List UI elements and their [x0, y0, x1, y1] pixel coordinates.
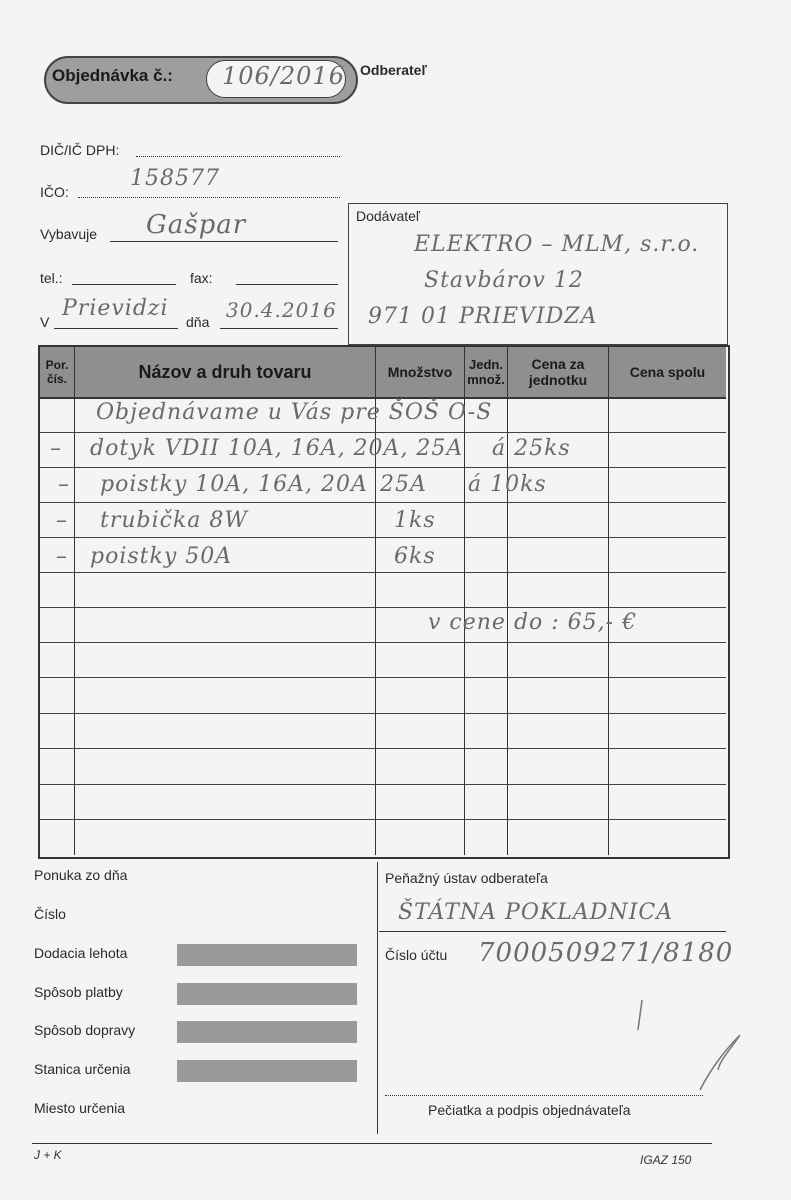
header-name: Názov a druh tovaru: [138, 361, 312, 382]
date-field[interactable]: [220, 328, 338, 329]
payment-method-field[interactable]: [177, 983, 357, 1005]
header-total: Cena spolu: [629, 364, 706, 380]
transport-method-label: Spôsob dopravy: [34, 1022, 136, 1038]
row-divider: [40, 572, 726, 573]
table-row-unit: á 25ks: [492, 436, 571, 461]
row-divider: [40, 784, 726, 785]
header-unit: Jedn. množ.: [467, 357, 505, 387]
row-divider: [40, 607, 726, 608]
place-value: Prievidzi: [62, 296, 169, 321]
ico-value: 158577: [130, 166, 220, 191]
ico-label: IČO:: [40, 184, 69, 200]
bank-label: Peňažný ústav odberateľa: [385, 870, 548, 886]
date-label: dňa: [186, 314, 210, 330]
handled-by-field[interactable]: [110, 241, 338, 242]
signature-scribble: [630, 990, 750, 1100]
header-quantity: Množstvo: [387, 364, 453, 380]
account-label: Číslo účtu: [385, 947, 448, 963]
place-field[interactable]: [54, 328, 178, 329]
table-row-number: –: [56, 508, 68, 533]
destination-place-label: Miesto určenia: [34, 1100, 126, 1116]
table-row-quantity: 1ks: [394, 508, 436, 533]
table-row-name: Objednávame u Vás pre ŠOŠ O-S: [96, 400, 493, 425]
row-divider: [40, 642, 726, 643]
place-label: V: [40, 314, 50, 330]
table-row-name: dotyk VDII 10A, 16A, 20A, 25A: [90, 436, 464, 461]
customer-label: Odberateľ: [360, 62, 427, 78]
col-divider: [507, 347, 508, 855]
destination-station-field[interactable]: [177, 1060, 357, 1082]
account-value: 7000509271/8180: [478, 938, 734, 968]
supplier-line-3: 971 01 PRIEVIDZA: [368, 304, 598, 329]
bottom-divider: [377, 862, 378, 1134]
delivery-term-field[interactable]: [177, 944, 357, 966]
row-divider: [40, 819, 726, 820]
row-divider: [40, 537, 726, 538]
table-row-name: trubička 8W: [100, 508, 249, 533]
offer-date-label: Ponuka zo dňa: [34, 867, 128, 883]
transport-method-field[interactable]: [177, 1021, 357, 1043]
date-value: 30.4.2016: [226, 298, 337, 322]
col-divider: [608, 347, 609, 855]
ico-field[interactable]: [78, 197, 340, 198]
row-divider: [40, 432, 726, 433]
row-divider: [40, 748, 726, 749]
items-table-header: [40, 347, 726, 399]
fax-label: fax:: [190, 270, 213, 286]
table-row-name: poistky 10A, 16A, 20A: [100, 472, 368, 497]
stamp-signature-field[interactable]: [385, 1095, 703, 1096]
handled-by-label: Vybavuje: [40, 226, 98, 242]
tel-label: tel.:: [40, 270, 63, 286]
col-divider: [74, 347, 75, 855]
offer-number-label: Číslo: [34, 906, 66, 922]
order-title: Objednávka č.:: [52, 66, 173, 85]
table-row-name: poistky 50A: [90, 544, 233, 569]
dic-field[interactable]: [136, 156, 340, 157]
price-note: v cene do : 65,- €: [428, 610, 638, 635]
destination-station-label: Stanica určenia: [34, 1061, 131, 1077]
tel-field[interactable]: [72, 284, 176, 285]
fax-field[interactable]: [236, 284, 338, 285]
bank-value: ŠTÁTNA POKLADNICA: [398, 900, 674, 925]
footer-left: J + K: [34, 1148, 62, 1162]
footer-rule: [32, 1143, 712, 1144]
table-row-number: –: [56, 544, 68, 569]
table-row-quantity: 6ks: [394, 544, 436, 569]
row-divider: [40, 467, 726, 468]
header-number: Por. čís.: [45, 358, 69, 386]
table-row-number: –: [50, 436, 62, 461]
dic-label: DIČ/IČ DPH:: [40, 142, 120, 158]
header-unit-price: Cena za jednotku: [528, 356, 588, 388]
handled-by-value: Gašpar: [146, 210, 247, 240]
stamp-signature-label: Pečiatka a podpis objednávateľa: [428, 1102, 631, 1118]
payment-method-label: Spôsob platby: [34, 984, 123, 1000]
table-row-unit: á 10ks: [468, 472, 547, 497]
table-row-number: –: [58, 472, 70, 497]
supplier-line-1: ELEKTRO – MLM, s.r.o.: [414, 232, 700, 257]
table-row-quantity: 25A: [380, 472, 427, 497]
delivery-term-label: Dodacia lehota: [34, 945, 128, 961]
supplier-line-2: Stavbárov 12: [424, 268, 584, 293]
bank-field[interactable]: [379, 931, 726, 932]
footer-right: IGAZ 150: [640, 1153, 692, 1167]
row-divider: [40, 502, 726, 503]
order-number-value: 106/2016: [222, 62, 345, 90]
supplier-label: Dodávateľ: [356, 208, 421, 224]
row-divider: [40, 677, 726, 678]
row-divider: [40, 713, 726, 714]
